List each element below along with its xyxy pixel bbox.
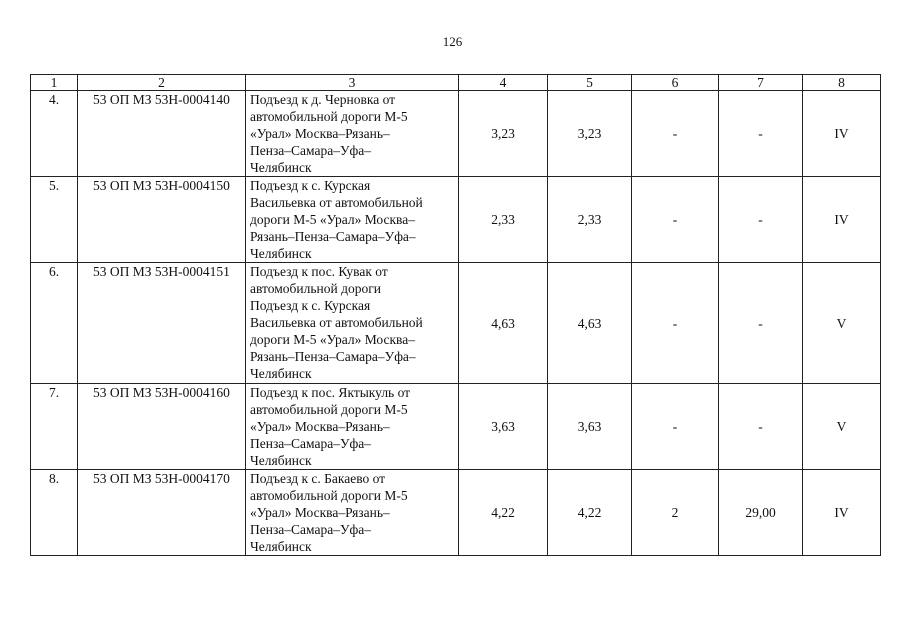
road-name-line: Рязань–Пенза–Самара–Уфа– <box>250 349 416 364</box>
col-header-2: 2 <box>78 75 246 91</box>
table-row <box>31 263 881 384</box>
cell-col6: - <box>632 91 719 177</box>
road-name-line: «Урал» Москва–Рязань– <box>250 126 390 141</box>
col-header-7: 7 <box>719 75 803 91</box>
col-header-4: 4 <box>459 75 548 91</box>
table-row <box>31 470 881 556</box>
road-name-line: Подъезд к с. Курская <box>250 298 371 313</box>
road-name-line: Подъезд к пос. Яктыкуль от <box>250 385 411 400</box>
cell-col6: 2 <box>632 470 719 556</box>
cell-col8: IV <box>803 470 881 556</box>
roads-table <box>30 74 881 556</box>
road-name-line: «Урал» Москва–Рязань– <box>250 419 390 434</box>
col-header-1: 1 <box>31 75 78 91</box>
col-header-3: 3 <box>246 75 459 91</box>
table-row <box>31 384 881 470</box>
cell-col7: - <box>719 384 803 470</box>
cell-col6: - <box>632 384 719 470</box>
road-name-line: Васильевка от автомобильной <box>250 315 423 330</box>
header-row <box>31 75 881 91</box>
row-number: 7. <box>31 384 78 470</box>
road-code: 53 ОП МЗ 53Н-0004170 <box>78 470 246 556</box>
cell-col6: - <box>632 263 719 384</box>
table-row <box>31 91 881 177</box>
road-code: 53 ОП МЗ 53Н-0004150 <box>78 177 246 263</box>
road-code: 53 ОП МЗ 53Н-0004140 <box>78 91 246 177</box>
road-name-line: Челябинск <box>250 246 312 261</box>
col-header-8: 8 <box>803 75 881 91</box>
cell-col8: IV <box>803 177 881 263</box>
road-name <box>246 263 459 384</box>
cell-col7: - <box>719 91 803 177</box>
cell-col8: IV <box>803 91 881 177</box>
road-name-line: Челябинск <box>250 453 312 468</box>
road-name-line: автомобильной дороги М-5 <box>250 109 408 124</box>
road-name-line: «Урал» Москва–Рязань– <box>250 505 390 520</box>
col-header-5: 5 <box>548 75 632 91</box>
road-name <box>246 91 459 177</box>
road-name-line: Подъезд к пос. Кувак от <box>250 264 388 279</box>
road-code: 53 ОП МЗ 53Н-0004151 <box>78 263 246 384</box>
cell-col5: 2,33 <box>548 177 632 263</box>
cell-col6: - <box>632 177 719 263</box>
cell-col5: 3,23 <box>548 91 632 177</box>
road-code: 53 ОП МЗ 53Н-0004160 <box>78 384 246 470</box>
road-name <box>246 470 459 556</box>
road-name-line: Подъезд к с. Курская <box>250 178 371 193</box>
row-number: 5. <box>31 177 78 263</box>
cell-col4: 2,33 <box>459 177 548 263</box>
road-name-line: Пенза–Самара–Уфа– <box>250 436 372 451</box>
cell-col5: 4,63 <box>548 263 632 384</box>
road-name-line: Подъезд к д. Черновка от <box>250 92 396 107</box>
road-name-line: Челябинск <box>250 160 312 175</box>
row-number: 4. <box>31 91 78 177</box>
page-number: 126 <box>442 34 463 49</box>
table-row <box>31 177 881 263</box>
road-name-line: Пенза–Самара–Уфа– <box>250 143 372 158</box>
cell-col4: 4,22 <box>459 470 548 556</box>
road-name-line: автомобильной дороги М-5 <box>250 402 408 417</box>
cell-col8: V <box>803 263 881 384</box>
road-name-line: Васильевка от автомобильной <box>250 195 423 210</box>
cell-col7: 29,00 <box>719 470 803 556</box>
road-name <box>246 384 459 470</box>
road-name-line: Рязань–Пенза–Самара–Уфа– <box>250 229 416 244</box>
road-name-line: автомобильной дороги М-5 <box>250 488 408 503</box>
road-name-line: дороги М-5 «Урал» Москва– <box>250 332 415 347</box>
cell-col8: V <box>803 384 881 470</box>
cell-col4: 3,23 <box>459 91 548 177</box>
road-name <box>246 177 459 263</box>
row-number: 6. <box>31 263 78 384</box>
row-number: 8. <box>31 470 78 556</box>
cell-col5: 3,63 <box>548 384 632 470</box>
road-name-line: Пенза–Самара–Уфа– <box>250 522 372 537</box>
road-name-line: Подъезд к с. Бакаево от <box>250 471 386 486</box>
road-name-line: автомобильной дороги <box>250 281 381 296</box>
cell-col7: - <box>719 263 803 384</box>
col-header-6: 6 <box>632 75 719 91</box>
cell-col5: 4,22 <box>548 470 632 556</box>
cell-col4: 4,63 <box>459 263 548 384</box>
road-name-line: Челябинск <box>250 539 312 554</box>
cell-col4: 3,63 <box>459 384 548 470</box>
cell-col7: - <box>719 177 803 263</box>
road-name-line: Челябинск <box>250 366 312 381</box>
road-name-line: дороги М-5 «Урал» Москва– <box>250 212 415 227</box>
